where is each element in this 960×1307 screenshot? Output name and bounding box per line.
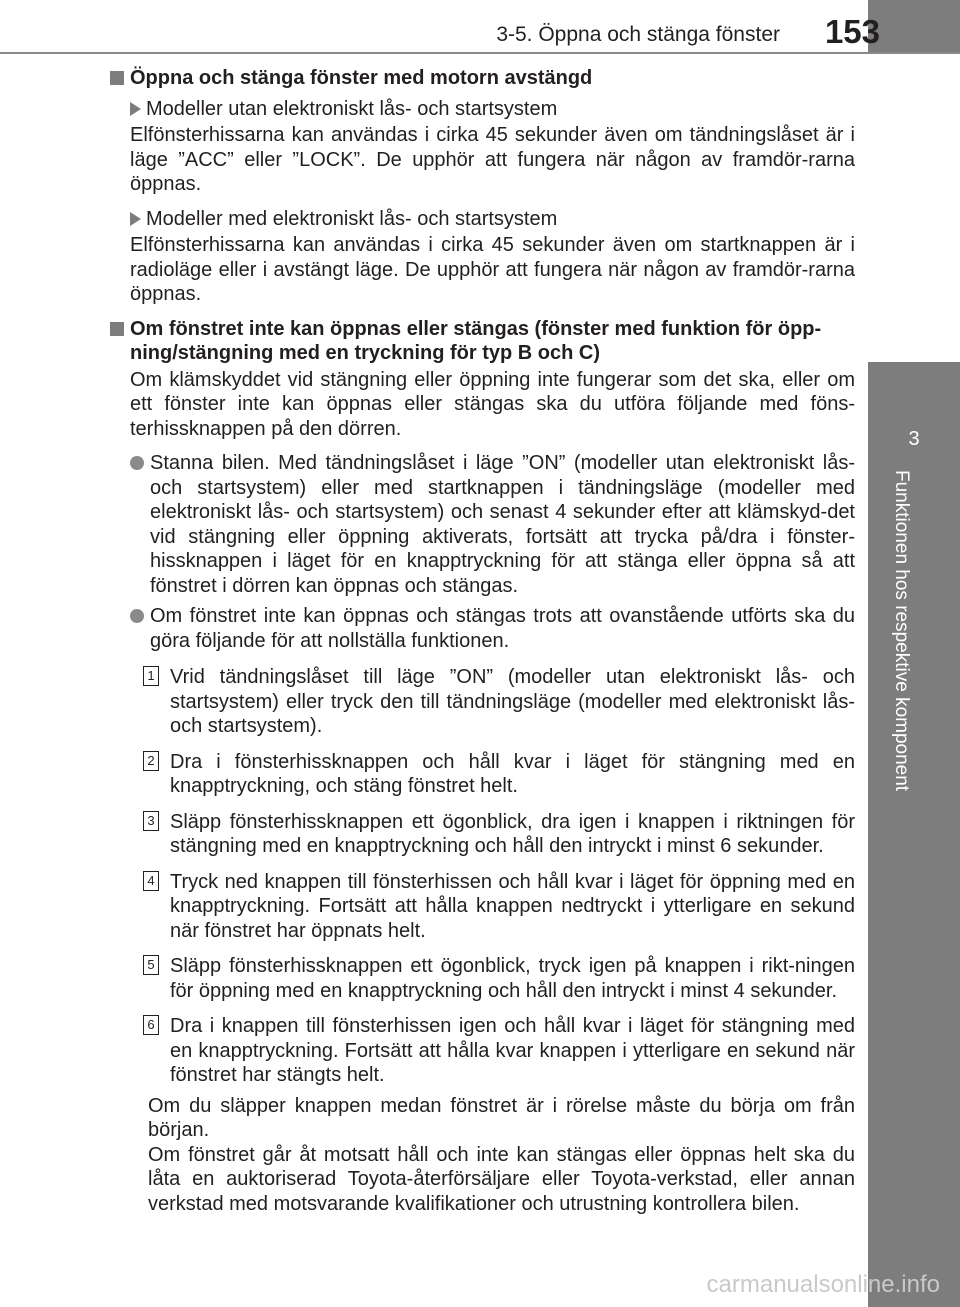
list-item bbox=[110, 451, 855, 598]
chapter-title: Funktionen hos respektive komponent bbox=[891, 470, 912, 792]
step-text: Släpp fönsterhissknappen ett ögonblick, tryck igen på knappen i rikt-ningen för öppning med en knapptryckning och håll den intryckt i minst 4 sekunder. bbox=[170, 955, 855, 1002]
page-number: 153 bbox=[824, 13, 880, 50]
step-number: 6 bbox=[143, 1015, 159, 1035]
section-heading bbox=[110, 66, 855, 91]
square-bullet-icon bbox=[110, 71, 124, 85]
triangle-bullet-icon bbox=[130, 102, 141, 116]
paragraph: Elfönsterhissarna kan användas i cirka 45 sekunder även om startknappen är i radioläge eller i avstängt läge. De upphör att fungera när någon av framdör-rarna öppnas. bbox=[130, 234, 855, 305]
heading-text: Om fönstret inte kan öppnas eller stängas (fönster med funktion för öpp-ning/stängning med en tryckning för typ B och C) bbox=[130, 317, 822, 364]
step-number: 2 bbox=[143, 751, 159, 771]
list-item-text: Stanna bilen. Med tändningslåset i läge ”ON” (modeller utan elektroniskt lås- och startsystem) eller med startknappen i tändningsläge (modeller med elektroniskt lås- och startsystem) och senast 4 sekunder efter att klämskyd-det vid stängning eller öppning aktiverats, fortsätt att trycka på/dra i fönster-hissknappen i läget för en knapptryckning för att stänga eller öppna så att fönstret i dörren kan öppnas och stängas. bbox=[150, 452, 855, 597]
step-text: Vrid tändningslåset till läge ”ON” (modeller utan elektroniskt lås- och startsystem) eller tryck den till tändningsläge (modeller med elektroniskt lås- och startsystem). bbox=[170, 666, 855, 737]
square-bullet-icon bbox=[110, 322, 124, 336]
step-text: Släpp fönsterhissknappen ett ögonblick, dra igen i knappen i riktningen för stängning med en knapptryckning och håll den intryckt i minst 6 sekunder. bbox=[170, 810, 855, 857]
step-number: 4 bbox=[143, 871, 159, 891]
paragraph: Elfönsterhissarna kan användas i cirka 45 sekunder även om tändningslåset är i läge ”ACC” eller ”LOCK”. De upphör att fungera när någon av framdör-rarna öppnas. bbox=[130, 124, 855, 195]
step-text: Dra i fönsterhissknappen och håll kvar i läget för stängning med en knapptryckning, och stäng fönstret helt. bbox=[170, 750, 855, 797]
step-text: Dra i knappen till fönsterhissen igen och håll kvar i läget för stängning med en knapptryckning. Fortsätt att hålla kvar knappen i ytterligare en sekund när fönstret har stängts helt. bbox=[170, 1015, 855, 1086]
subheading bbox=[110, 97, 855, 122]
step-item bbox=[110, 750, 855, 799]
step-item bbox=[110, 665, 855, 739]
heading-text: Öppna och stänga fönster med motorn avstängd bbox=[130, 67, 593, 89]
step-number: 5 bbox=[143, 955, 159, 975]
step-text: Tryck ned knappen till fönsterhissen och håll kvar i läget för öppning med en knapptryckning. Fortsätt att hålla knappen nedtryckt i ytterligare en sekund när fönstret har öppnats helt. bbox=[170, 870, 855, 942]
note-paragraph: Om fönstret går åt motsatt håll och inte kan stängas eller öppnas helt ska du låta en auktoriserad Toyota-återförsäljare eller Toyota-verkstad, eller annan verkstad med motsvarande kvalifikationer och utrustning kontrollera bilen. bbox=[148, 1143, 855, 1215]
subheading bbox=[110, 207, 855, 232]
section-title: 3-5. Öppna och stänga fönster bbox=[496, 23, 780, 46]
chapter-number: 3 bbox=[908, 428, 920, 450]
circle-bullet-icon bbox=[130, 609, 144, 623]
subheading-text: Modeller med elektroniskt lås- och startsystem bbox=[146, 207, 558, 230]
page-content bbox=[110, 66, 855, 1216]
step-item bbox=[110, 954, 855, 1003]
step-item bbox=[110, 870, 855, 944]
chapter-title-wrap bbox=[892, 470, 922, 850]
step-number: 3 bbox=[143, 811, 159, 831]
list-item-text: Om fönstret inte kan öppnas och stängas trots att ovanstående utförts ska du göra följande för att nollställa funktionen. bbox=[150, 605, 855, 652]
list-item bbox=[110, 604, 855, 653]
step-item bbox=[110, 810, 855, 859]
section-heading bbox=[110, 317, 855, 366]
side-tab-top bbox=[868, 0, 960, 52]
subheading-text: Modeller utan elektroniskt lås- och startsystem bbox=[146, 97, 558, 120]
step-item bbox=[110, 1014, 855, 1088]
header-rule bbox=[0, 52, 960, 54]
circle-bullet-icon bbox=[130, 456, 144, 470]
note-paragraph: Om du släpper knappen medan fönstret är i rörelse måste du börja om från början. bbox=[148, 1094, 855, 1141]
triangle-bullet-icon bbox=[130, 212, 141, 226]
paragraph: Om klämskyddet vid stängning eller öppning inte fungerar som det ska, eller om ett fönster inte kan öppnas eller stängas ska du utföra följande med föns-terhissknappen på den dörren. bbox=[130, 368, 855, 440]
watermark: carmanualsonline.info bbox=[706, 1271, 940, 1298]
step-number: 1 bbox=[143, 666, 159, 686]
